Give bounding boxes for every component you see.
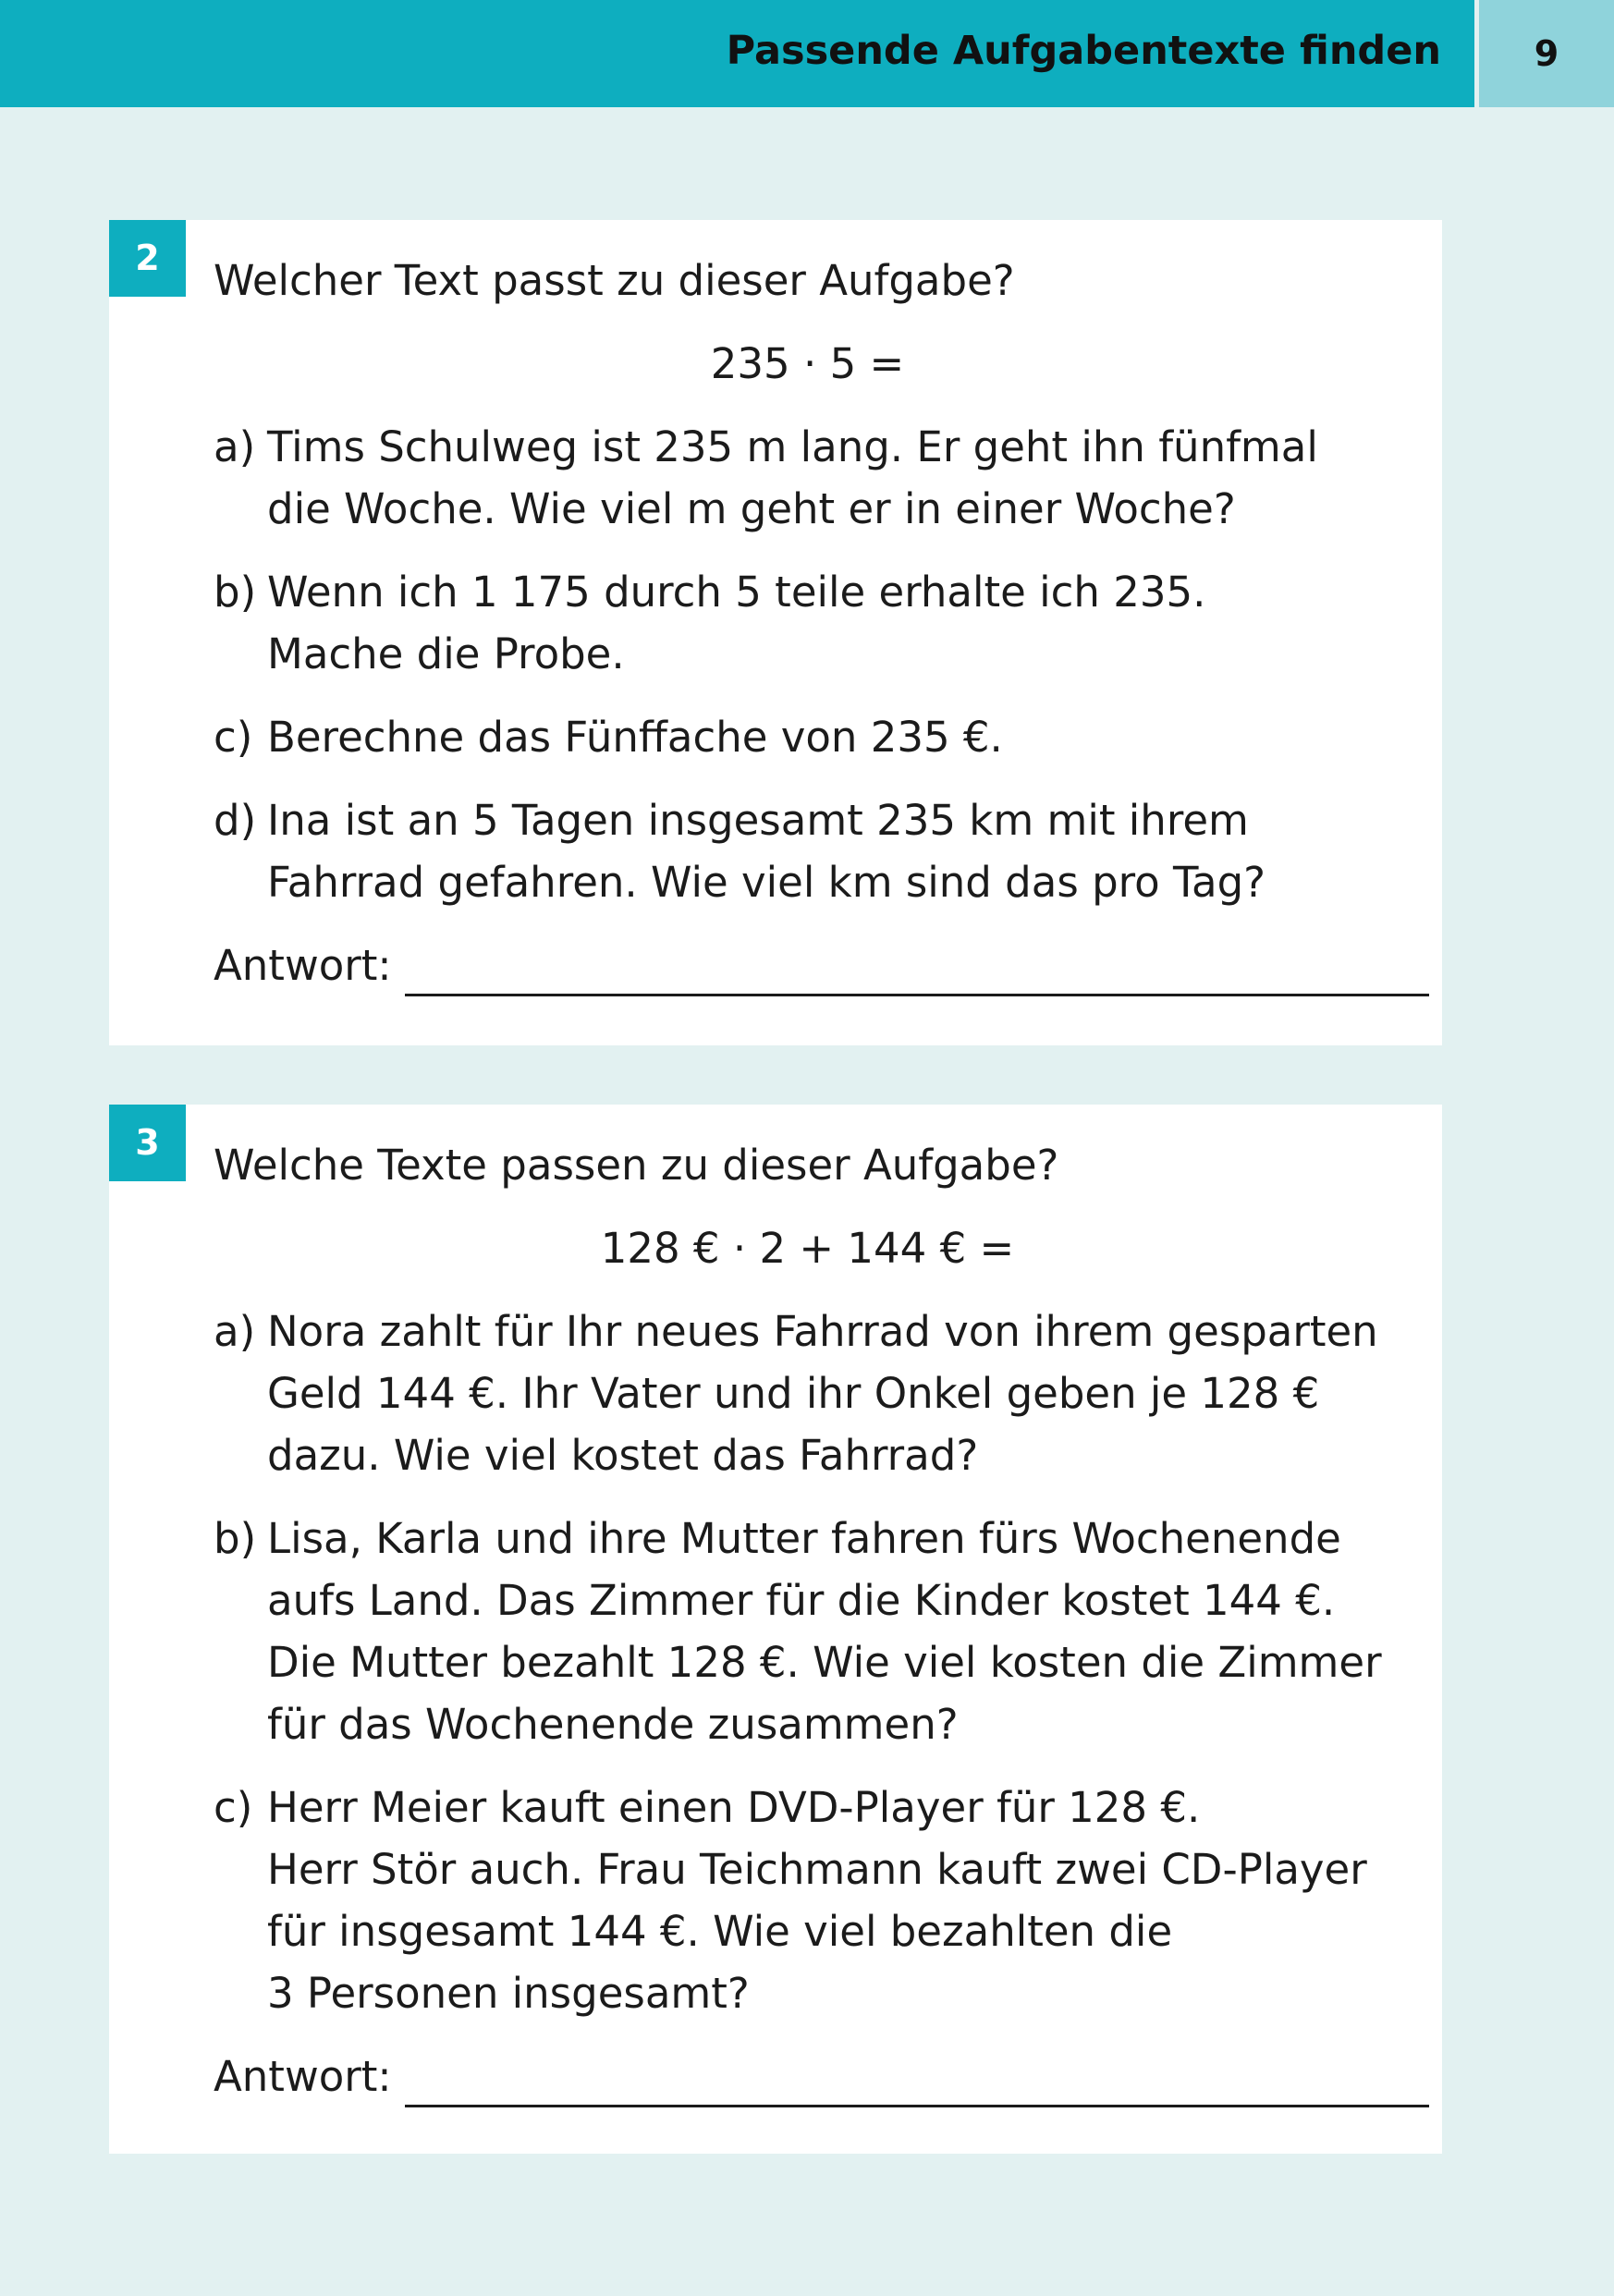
option-text: Nora zahlt für Ihr neues Fahrrad von ihrem gesparten Geld 144 €. Ihr Vater und ihr Onkel geben je 128 € dazu. Wie viel kostet das Fahrrad? — [267, 1307, 1378, 1480]
option-d — [214, 789, 1401, 913]
answer-label: Antwort: — [214, 2052, 392, 2101]
option-letter: a) — [214, 422, 256, 471]
answer-line[interactable] — [405, 947, 1429, 996]
option-letter: c) — [214, 713, 253, 762]
option-c — [214, 706, 1401, 768]
task-question: Welcher Text passt zu dieser Aufgabe? — [214, 256, 1015, 305]
option-b — [214, 561, 1401, 685]
page-title: Passende Aufgabentexte finden — [726, 28, 1441, 74]
task-card-3 — [109, 1105, 1442, 2154]
option-letter: a) — [214, 1307, 256, 1356]
header-bar — [0, 0, 1474, 107]
option-text: Ina ist an 5 Tagen insgesamt 235 km mit ihrem Fahrrad gefahren. Wie viel km sind das pro Tag? — [267, 796, 1266, 907]
task-card-2 — [109, 220, 1442, 1045]
option-letter: b) — [214, 568, 257, 617]
task-content — [214, 250, 1401, 996]
task-equation: 128 € · 2 + 144 € = — [600, 1224, 1015, 1273]
task-question: Welche Texte passen zu dieser Aufgabe? — [214, 1141, 1059, 1190]
option-text: Herr Meier kauft einen DVD-Player für 128 €. Herr Stör auch. Frau Teichmann kauft zwei CD-Player für insgesamt 144 €. Wie viel bezahlten die 3 Personen insgesamt? — [267, 1783, 1367, 2018]
option-text: Tims Schulweg ist 235 m lang. Er geht ihn fünfmal die Woche. Wie viel m geht er in einer Woche? — [267, 422, 1318, 533]
answer-row — [214, 934, 1401, 996]
option-text: Wenn ich 1 175 durch 5 teile erhalte ich 235. Mache die Probe. — [267, 568, 1206, 678]
option-a — [214, 416, 1401, 540]
option-a — [214, 1301, 1401, 1486]
option-text: Berechne das Fünffache von 235 €. — [267, 713, 1003, 762]
task-number-badge: 2 — [109, 220, 186, 297]
task-equation: 235 · 5 = — [710, 339, 905, 388]
option-c — [214, 1777, 1401, 2024]
answer-line[interactable] — [405, 2058, 1429, 2107]
option-letter: b) — [214, 1514, 257, 1563]
option-letter: d) — [214, 796, 257, 845]
option-text: Lisa, Karla und ihre Mutter fahren fürs Wochenende aufs Land. Das Zimmer für die Kinder kostet 144 €. Die Mutter bezahlt 128 €. Wie viel kosten die Zimmer für das Wochenende zusammen? — [267, 1514, 1382, 1749]
task-content — [214, 1134, 1401, 2107]
answer-label: Antwort: — [214, 941, 392, 990]
page-number-box — [1479, 0, 1614, 107]
option-letter: c) — [214, 1783, 253, 1832]
task-number-badge: 3 — [109, 1105, 186, 1181]
option-b — [214, 1508, 1401, 1755]
answer-row — [214, 2046, 1401, 2107]
page-number: 9 — [1534, 33, 1559, 74]
